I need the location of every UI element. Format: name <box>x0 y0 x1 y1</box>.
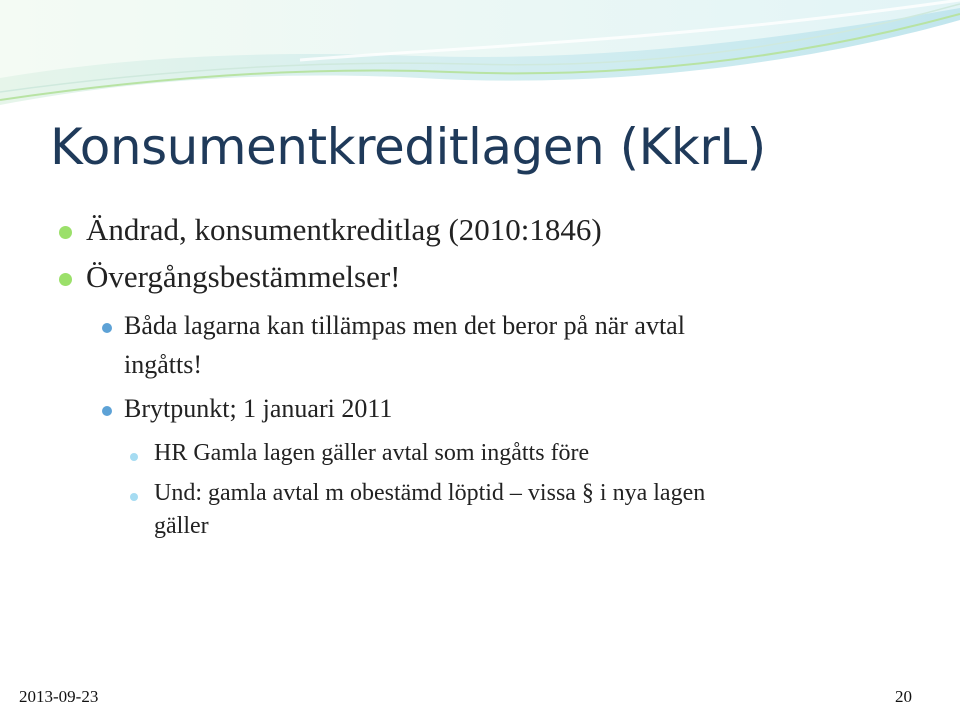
bullet-dot-icon <box>102 406 112 416</box>
bullet-level1-text: Övergångsbestämmelser! <box>86 259 401 294</box>
bullet-dot-icon <box>130 493 138 501</box>
bullet-dot-icon <box>59 226 72 239</box>
slide-title: Konsumentkreditlagen (KkrL) <box>50 118 766 176</box>
bullet-level3-text-continuation: gäller <box>154 513 209 539</box>
footer-date: 2013-09-23 <box>19 687 99 706</box>
bullet-level1-text: Ändrad, konsumentkreditlag (2010:1846) <box>86 212 602 247</box>
bullet-level2-text: Båda lagarna kan tillämpas men det beror på när avtal <box>124 311 685 340</box>
bullet-dot-icon <box>102 323 112 333</box>
bullet-level2-text-continuation: ingåtts! <box>124 350 202 379</box>
slide-number: 20 <box>895 687 912 706</box>
bullet-level3-text: Und: gamla avtal m obestämd löptid – vissa § i nya lagen <box>154 480 706 506</box>
bullet-level2-text: Brytpunkt; 1 januari 2011 <box>124 394 393 423</box>
header-wave-decoration <box>0 0 960 120</box>
bullet-level3-text: HR Gamla lagen gäller avtal som ingåtts före <box>154 440 590 466</box>
bullet-dot-icon <box>130 453 138 461</box>
bullet-dot-icon <box>59 273 72 286</box>
